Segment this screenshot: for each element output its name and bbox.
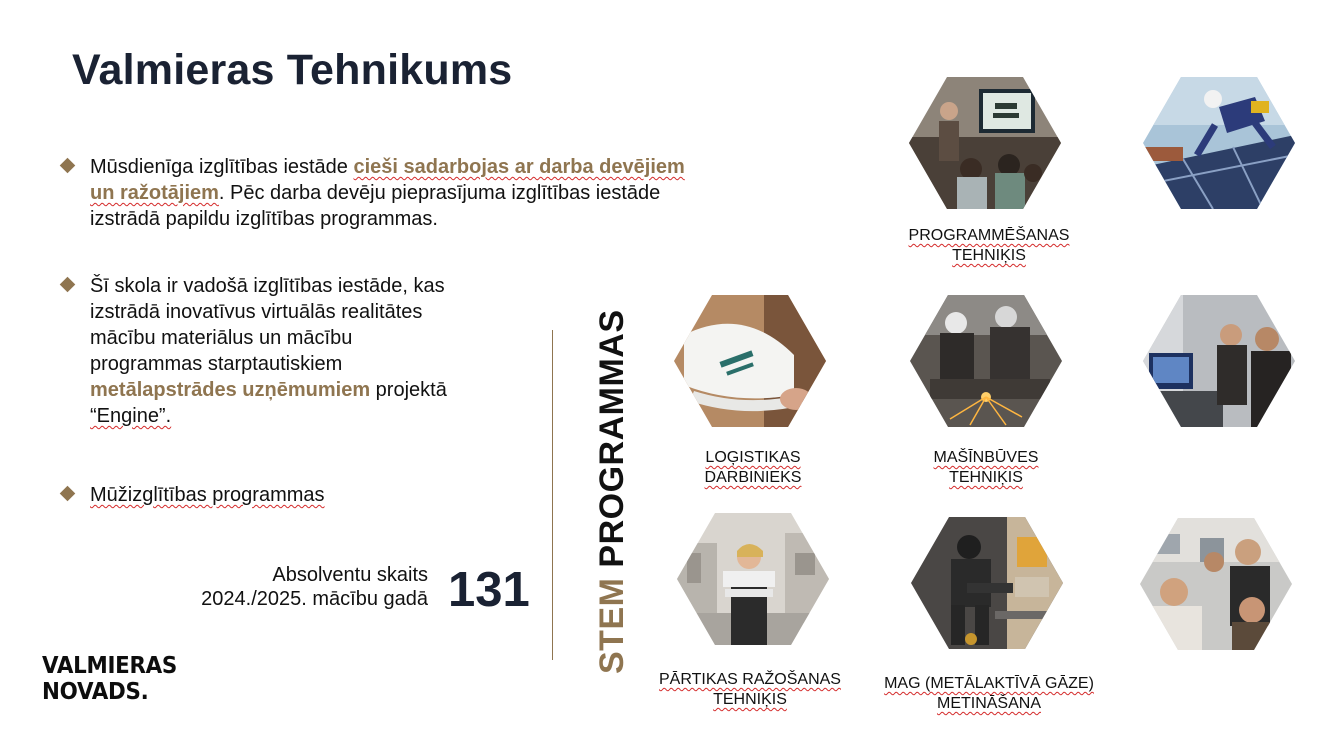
logo-line: VALMIERAS	[42, 653, 178, 679]
highlight-text: un ražotājiem	[90, 182, 219, 204]
bullet-text: Mūsdienīga izglītības iestāde	[90, 156, 354, 178]
caption-line: TEHNIĶIS	[713, 691, 787, 708]
bullet-text: Mūžizglītības programmas	[90, 484, 325, 506]
caption-line: PROGRAMMĒŠANAS	[908, 227, 1070, 244]
caption-line: TEHNIĶIS	[952, 247, 1026, 264]
mag-welding-image	[911, 517, 1063, 649]
bullet-vr-materials	[62, 273, 522, 429]
caption-mag-welding	[864, 674, 1114, 714]
caption-line: PĀRTIKAS RAŽOŠANAS	[659, 671, 841, 688]
bullet-text: “Engine”.	[90, 405, 172, 427]
caption-food-production-technician	[640, 670, 860, 710]
graduates-label-line: 2024./2025. mācību gadā	[201, 588, 428, 610]
caption-mechanical-technician	[886, 448, 1086, 488]
caption-line: DARBINIEKS	[704, 469, 802, 486]
caption-line: MAŠĪNBŪVES	[933, 449, 1039, 466]
bullet-text: mācību materiālus un mācību	[90, 327, 353, 349]
caption-programming-technician	[889, 226, 1089, 266]
graduates-label	[150, 563, 428, 611]
caption-line: METINĀŠANA	[936, 695, 1041, 712]
stem-heading-part: STEM	[593, 577, 631, 674]
graduates-count: 131	[448, 563, 530, 617]
bullet-text: Šī skola ir vadošā izglītības iestāde, kas	[90, 275, 445, 297]
mechanical-engineering-image	[910, 295, 1062, 427]
solar-panel-installation-image	[1143, 77, 1295, 209]
caption-line: TEHNIĶIS	[949, 469, 1023, 486]
stem-heading-part: PROGRAMMAS	[593, 309, 631, 568]
workshop-team-image	[1140, 518, 1292, 650]
caption-line: MAG (METĀLAKTĪVĀ GĀZE)	[884, 675, 1094, 692]
food-production-image	[677, 513, 829, 645]
caption-logistics-worker	[653, 448, 853, 488]
highlight-text: metālapstrādes uzņēmumiem	[90, 379, 371, 401]
bullet-text: . Pēc darba devēju pieprasījuma izglītības iestāde	[218, 182, 661, 204]
highlight-text: cieši sadarbojas ar darba devējiem	[353, 156, 685, 178]
diamond-bullet-icon	[60, 158, 76, 174]
logistics-helmet-image	[674, 295, 826, 427]
bullet-cooperation	[62, 154, 762, 232]
bullet-text: izstrādā papildu izglītības programmas.	[90, 208, 438, 230]
bullet-text: izstrādā inovatīvus virtuālās realitātes	[90, 301, 423, 323]
diamond-bullet-icon	[60, 277, 76, 293]
page-title: Valmieras Tehnikums	[72, 46, 513, 94]
programming-class-image	[909, 77, 1061, 209]
logo-line: NOVADS.	[42, 679, 149, 705]
bullet-text: projektā	[370, 379, 447, 401]
caption-line: LOĢISTIKAS	[705, 449, 801, 466]
divider-line	[552, 330, 553, 660]
stem-programs-heading	[592, 309, 632, 674]
valmieras-novads-logo	[42, 653, 187, 705]
diamond-bullet-icon	[60, 486, 76, 502]
cnc-machine-image	[1143, 295, 1295, 427]
bullet-text: programmas starptautiskiem	[90, 353, 343, 375]
graduates-label-line: Absolventu skaits	[272, 564, 428, 586]
